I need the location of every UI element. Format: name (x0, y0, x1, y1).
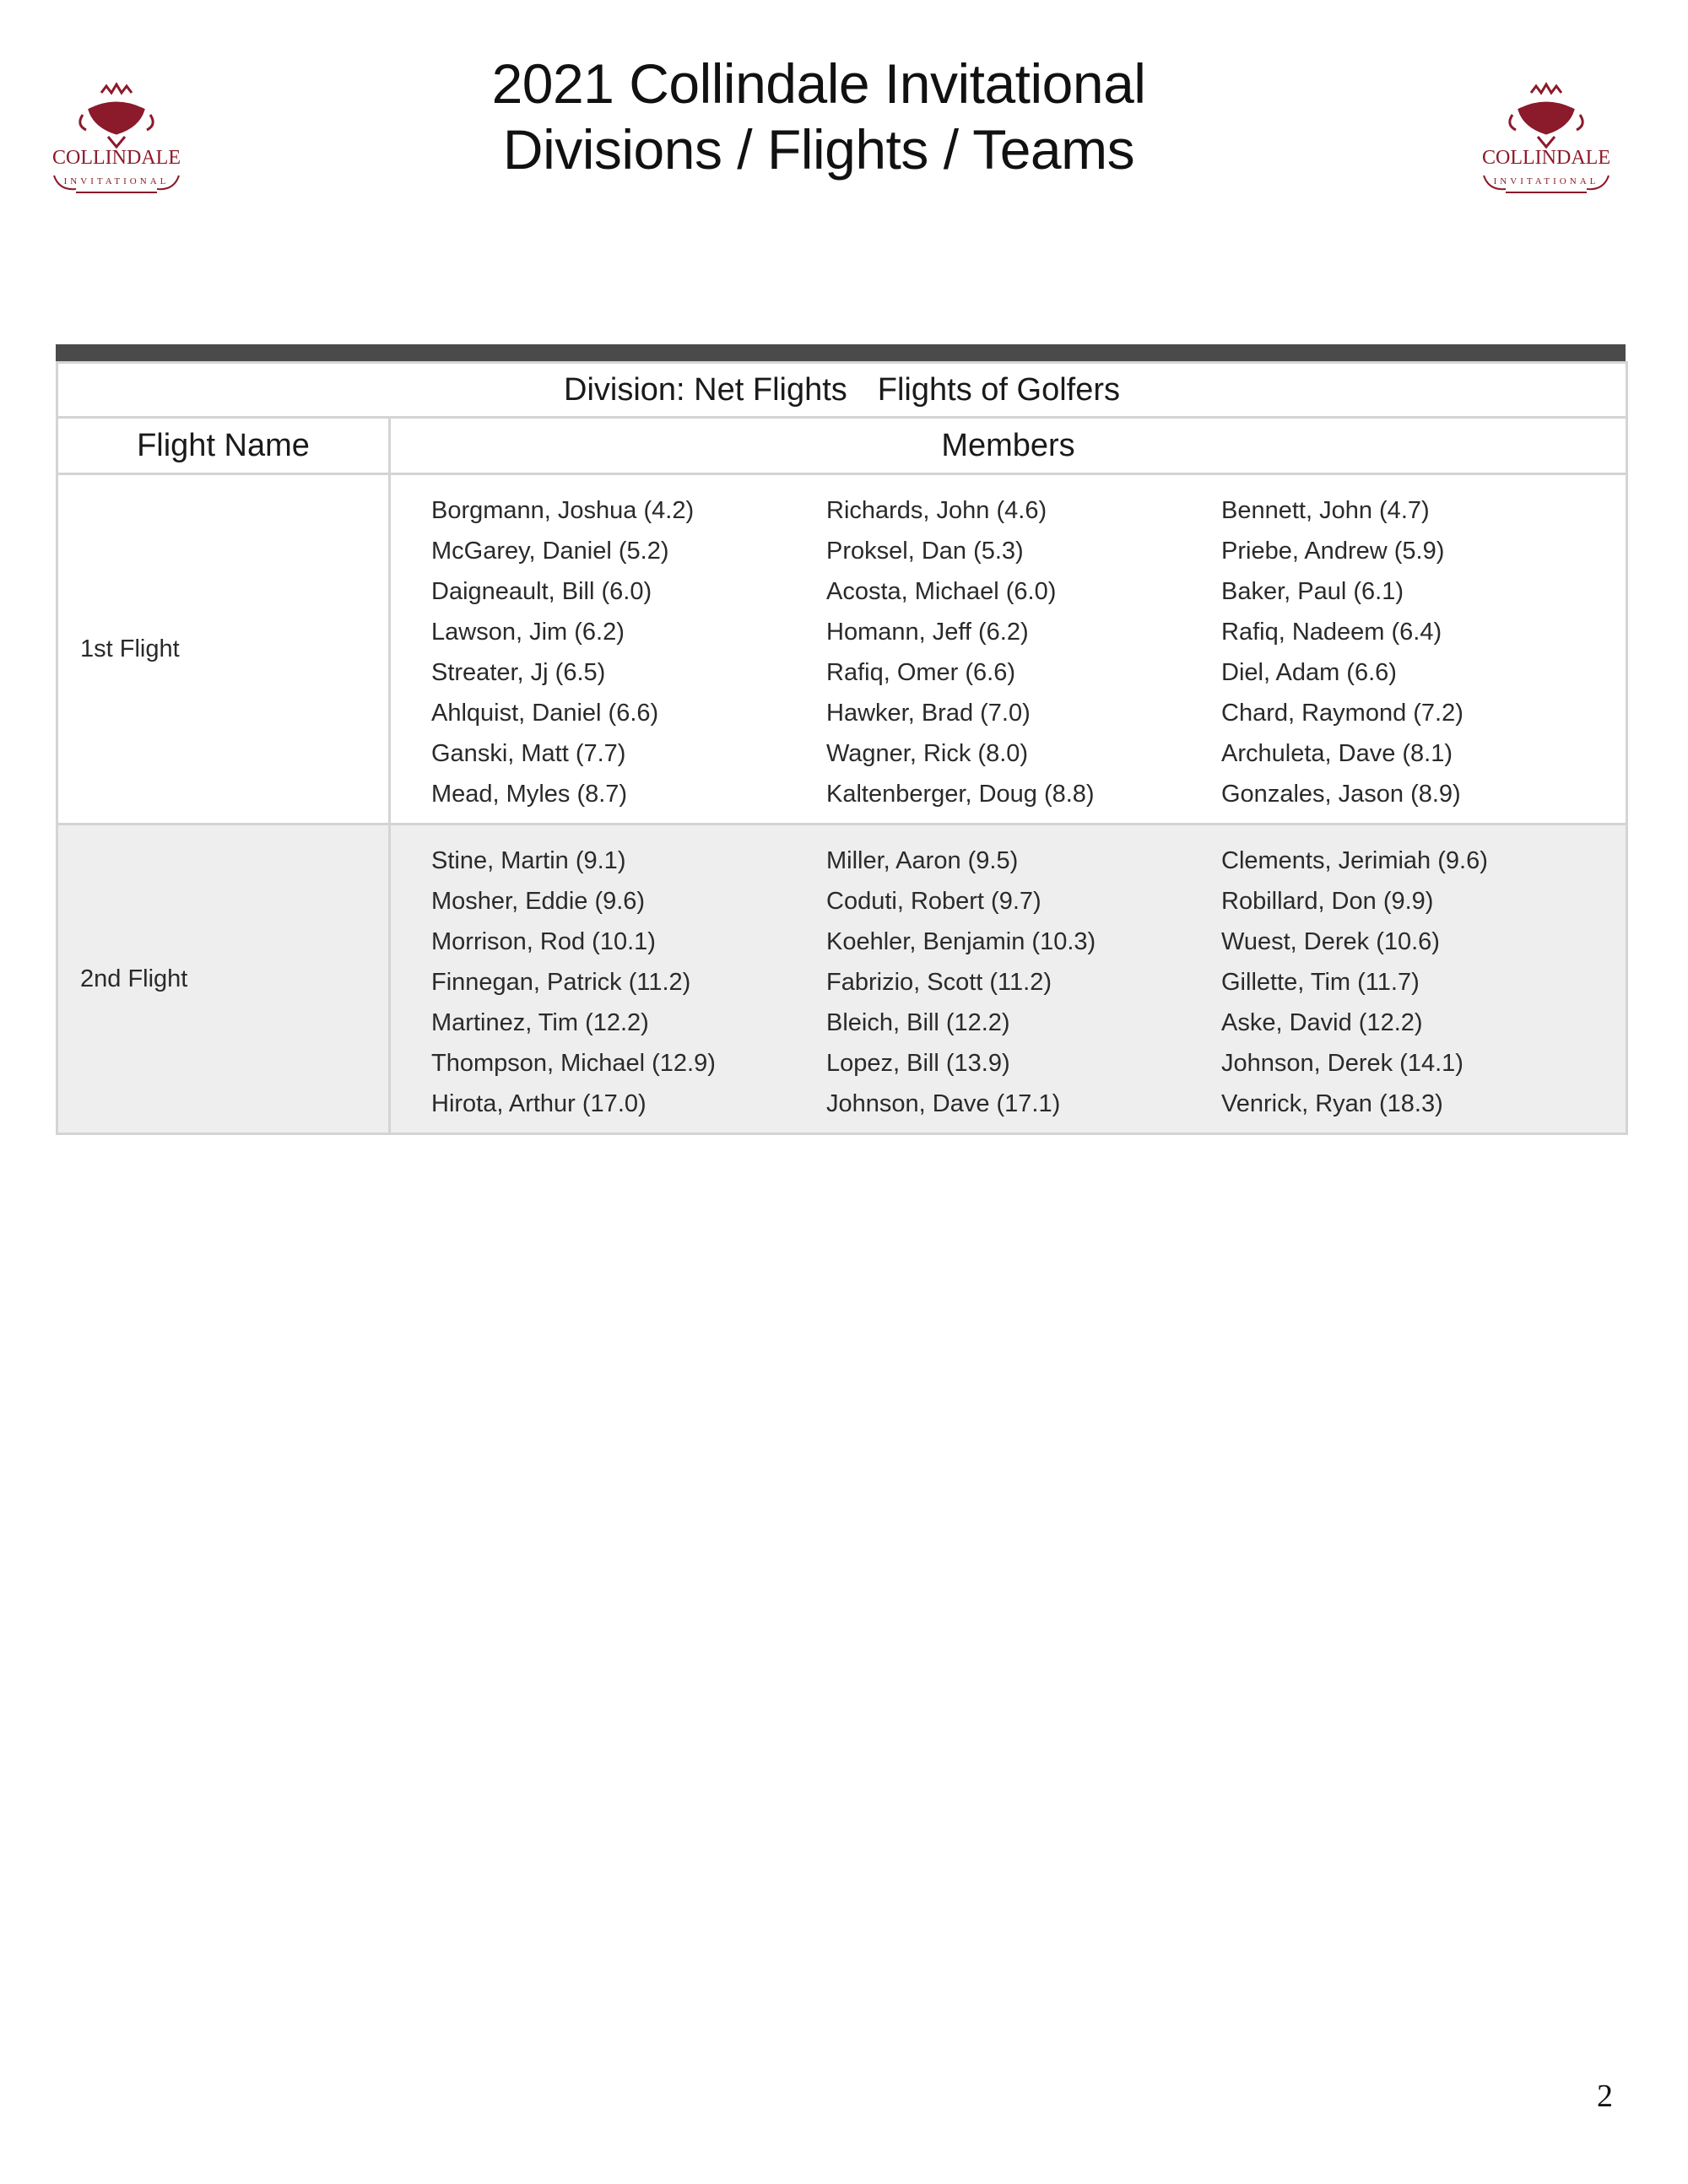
member-entry: Wuest, Derek (10.6) (1221, 928, 1440, 955)
collindale-crest-icon (1472, 49, 1620, 235)
member-entry: Clements, Jerimiah (9.6) (1221, 847, 1488, 874)
table-header-row (57, 418, 1627, 474)
collindale-crest-icon (42, 49, 191, 235)
member-entry: Gonzales, Jason (8.9) (1221, 781, 1461, 808)
member-entry: Mead, Myles (8.7) (431, 781, 628, 808)
flight-row-2nd (57, 824, 1627, 1134)
member-entry: Priebe, Andrew (5.9) (1221, 538, 1445, 565)
member-entry: Lawson, Jim (6.2) (431, 619, 625, 646)
member-entry: Richards, John (4.6) (826, 497, 1047, 524)
member-entry: Thompson, Michael (12.9) (431, 1050, 716, 1077)
page-number: 2 (1597, 2079, 1613, 2114)
member-entry: Miller, Aaron (9.5) (826, 847, 1019, 874)
member-entry: Mosher, Eddie (9.6) (431, 888, 646, 915)
division-cell (57, 363, 1627, 418)
member-entry: Bleich, Bill (12.2) (826, 1009, 1010, 1036)
members-grid (391, 490, 1626, 814)
division-type: Flights of Golfers (877, 371, 1120, 408)
column-header-members: Members (390, 418, 1627, 474)
members-cell (390, 474, 1627, 824)
logo-subtext: INVITATIONAL (63, 176, 170, 187)
member-entry: Chard, Raymond (7.2) (1221, 700, 1463, 727)
member-entry: Rafiq, Nadeem (6.4) (1221, 619, 1442, 646)
member-entry: Finnegan, Patrick (11.2) (431, 969, 691, 996)
member-entry: Baker, Paul (6.1) (1221, 578, 1404, 605)
member-entry: Borgmann, Joshua (4.2) (431, 497, 695, 524)
page-title-line-1: 2021 Collindale Invitational (491, 52, 1146, 115)
member-entry: Hawker, Brad (7.0) (826, 700, 1031, 727)
member-entry: Kaltenberger, Doug (8.8) (826, 781, 1095, 808)
logo-text: COLLINDALE (1482, 147, 1610, 169)
member-entry: Diel, Adam (6.6) (1221, 659, 1397, 686)
collindale-logo-right (1472, 49, 1620, 235)
member-entry: Lopez, Bill (13.9) (826, 1050, 1010, 1077)
member-entry: Ganski, Matt (7.7) (431, 740, 626, 767)
member-entry: Rafiq, Omer (6.6) (826, 659, 1015, 686)
member-entry: Venrick, Ryan (18.3) (1221, 1090, 1443, 1117)
member-entry: Johnson, Derek (14.1) (1221, 1050, 1463, 1077)
column-header-flight-name: Flight Name (57, 418, 390, 474)
members-grid (391, 841, 1626, 1124)
member-entry: Hirota, Arthur (17.0) (431, 1090, 647, 1117)
member-entry: Wagner, Rick (8.0) (826, 740, 1029, 767)
member-entry: McGarey, Daniel (5.2) (431, 538, 669, 565)
member-entry: Gillette, Tim (11.7) (1221, 969, 1420, 996)
member-entry: Morrison, Rod (10.1) (431, 928, 656, 955)
logo-subtext: INVITATIONAL (1493, 176, 1599, 187)
members-cell (390, 824, 1627, 1134)
member-entry: Fabrizio, Scott (11.2) (826, 969, 1052, 996)
flight-name: 1st Flight (57, 474, 390, 824)
member-entry: Koehler, Benjamin (10.3) (826, 928, 1096, 955)
table-top-bar (56, 344, 1626, 361)
member-entry: Johnson, Dave (17.1) (826, 1090, 1061, 1117)
page-title (397, 51, 1241, 182)
flight-name: 2nd Flight (57, 824, 390, 1134)
member-entry: Coduti, Robert (9.7) (826, 888, 1041, 915)
member-entry: Stine, Martin (9.1) (431, 847, 626, 874)
page-title-line-2: Divisions / Flights / Teams (502, 118, 1135, 181)
member-entry: Bennett, John (4.7) (1221, 497, 1430, 524)
member-entry: Ahlquist, Daniel (6.6) (431, 700, 659, 727)
member-entry: Martinez, Tim (12.2) (431, 1009, 649, 1036)
division-row (57, 363, 1627, 418)
member-entry: Aske, David (12.2) (1221, 1009, 1423, 1036)
member-entry: Streater, Jj (6.5) (431, 659, 606, 686)
member-entry: Homann, Jeff (6.2) (826, 619, 1029, 646)
collindale-logo-left (42, 49, 191, 235)
member-entry: Proksel, Dan (5.3) (826, 538, 1024, 565)
member-entry: Acosta, Michael (6.0) (826, 578, 1057, 605)
logo-text: COLLINDALE (52, 147, 181, 169)
division-label: Division: Net Flights (564, 371, 847, 408)
member-entry: Robillard, Don (9.9) (1221, 888, 1434, 915)
member-entry: Archuleta, Dave (8.1) (1221, 740, 1453, 767)
member-entry: Daigneault, Bill (6.0) (431, 578, 652, 605)
flights-table (56, 344, 1626, 1135)
flight-row-1st (57, 474, 1627, 824)
